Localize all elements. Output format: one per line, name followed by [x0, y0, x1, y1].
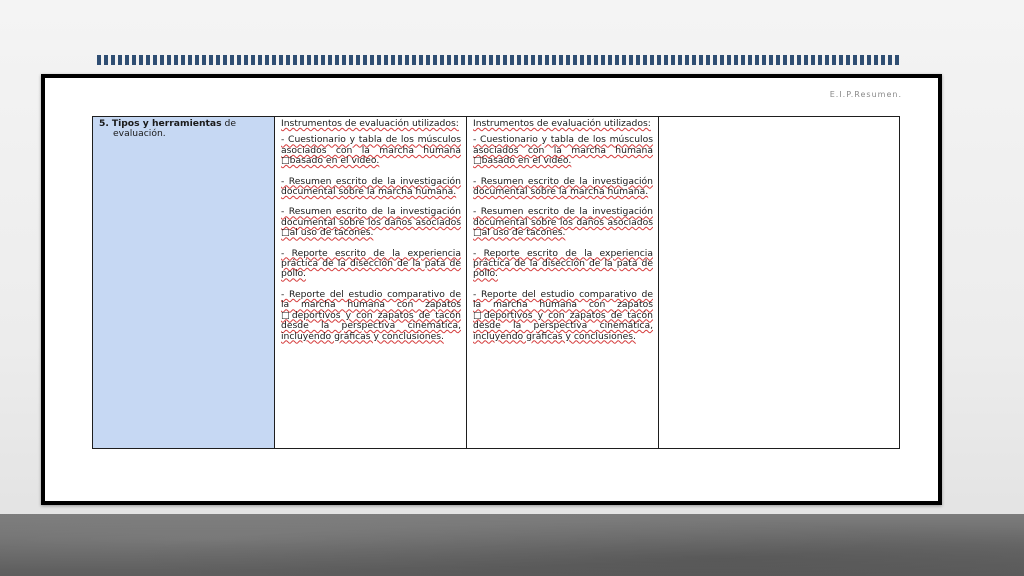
evaluation-table	[92, 116, 900, 449]
list-item: - Resumen escrito de la investigación documental sobre los daños asociados □al uso de tacones.	[281, 206, 461, 239]
document-header-note: E.I.P.Resumen.	[829, 90, 902, 99]
list-item: - Reporte del estudio comparativo de la marcha humana con zapatos □deportivos y con zapatos de tacón desde la perspectiva cinemática, incluyendo gráficas y conclusiones.	[281, 288, 461, 342]
table-row	[93, 117, 900, 449]
slide-frame	[41, 74, 942, 505]
instruments-title: Instrumentos de evaluación utilizados:	[281, 118, 459, 129]
category-after-bold: de	[221, 118, 236, 129]
instruments-title: Instrumentos de evaluación utilizados:	[473, 118, 651, 129]
list-item: - Cuestionario y tabla de los músculos asociados con la marcha humana □basado en el video.	[473, 134, 653, 167]
category-number: 5.	[99, 118, 109, 129]
category-second-line: evaluación.	[113, 128, 166, 140]
category-cell	[93, 117, 275, 449]
list-item: - Cuestionario y tabla de los músculos asociados con la marcha humana □basado en el video.	[281, 134, 461, 167]
category-title	[99, 119, 269, 140]
instruments-cell-1	[275, 117, 467, 449]
list-item: - Resumen escrito de la investigación documental sobre la marcha humana.	[473, 175, 653, 198]
list-item: - Resumen escrito de la investigación documental sobre los daños asociados □al uso de tacones.	[473, 206, 653, 239]
list-item: - Reporte del estudio comparativo de la marcha humana con zapatos □deportivos y con zapatos de tacón desde la perspectiva cinemática, incluyendo gráficas y conclusiones.	[473, 288, 653, 342]
concrete-floor-background	[0, 514, 1024, 576]
list-item: - Reporte escrito de la experiencia práctica de la disección de la pata de pollo.	[281, 247, 461, 280]
list-item: - Reporte escrito de la experiencia práctica de la disección de la pata de pollo.	[473, 247, 653, 280]
category-bold-label: Tipos y herramientas	[111, 118, 222, 129]
empty-cell	[659, 117, 900, 449]
instruments-cell-2	[467, 117, 659, 449]
list-item: - Resumen escrito de la investigación documental sobre la marcha humana.	[281, 175, 461, 198]
decorative-stripe	[97, 55, 901, 65]
